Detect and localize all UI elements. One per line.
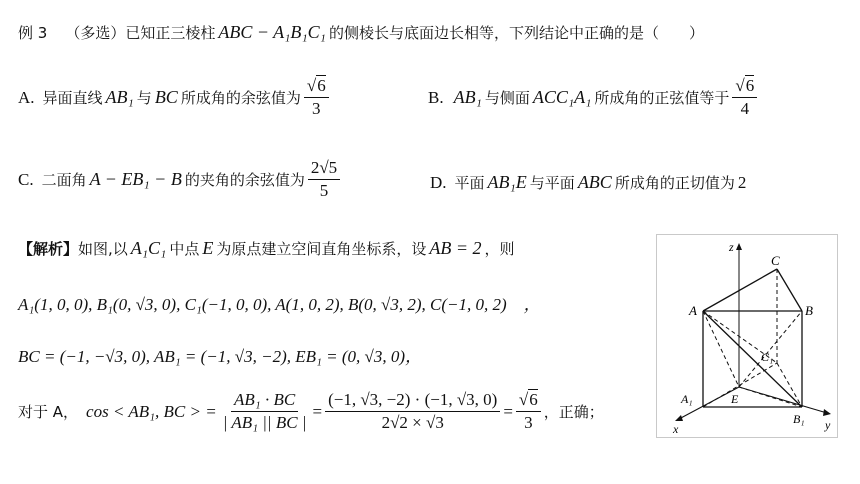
option-a [18,76,332,119]
option-c-angle: A − EB₁ − B [89,169,182,189]
conclusion-text: ，正确； [543,403,604,421]
value-fraction-den: 2√2 × √3 [381,413,444,432]
option-d-plane-1: AB₁E [487,172,527,192]
prism-figure [656,234,838,438]
y-axis [739,387,827,413]
option-a-text-3: 所成角的余弦值为 [180,89,301,107]
option-a-line-1: AB₁ [105,87,134,107]
solution-point-e: E [202,238,214,258]
option-c-fraction [308,158,340,201]
option-c-num: 2√5 [308,158,340,180]
stem-tail: 的侧棱长与底面边长相等，下列结论中正确的是（ ） [328,24,704,42]
option-a-fraction: $\frac{√6}{3}$ [304,76,329,119]
option-b [428,76,760,119]
solution-intro-3: 为原点建立空间直角坐标系，设 [216,240,427,258]
option-a-label: A. [18,87,35,107]
label-C: C [771,253,780,268]
solution-vectors [18,342,422,367]
cos-expression: cos < AB₁, BC > = [86,401,217,421]
option-d-text: 平面 [454,174,485,192]
edge-AC [703,269,777,311]
option-d-text-2: 与平面 [529,174,575,192]
option-d-label: D. [430,172,447,192]
for-a-text: 对于 A， [18,403,79,421]
option-c-text-2: 的夹角的余弦值为 [184,171,305,189]
option-d [430,172,746,193]
value-fraction [325,390,500,433]
option-a-text: 异面直线 [42,89,103,107]
label-C1: C₁ [761,350,774,364]
prism-name: ABC − A₁B₁C₁ [218,22,326,42]
equals-sign-2: = [503,401,513,421]
label-E: E [731,392,739,406]
option-d-plane-2: ABC [577,172,612,192]
coords-text: A₁(1, 0, 0), B₁(0, √3, 0), C₁(−1, 0, 0), A(1, 0, 2), B(0, √3, 2), C(−1, 0, 2) ， [18,295,541,314]
question-type-tag: （多选） [65,24,126,42]
result-num: 6 [529,390,538,409]
option-c [18,158,343,201]
line-AE [703,311,739,387]
solution-intro-1: 如图,以 [78,240,128,258]
solution-segment: A₁C₁ [130,238,167,258]
label-A: A [689,303,697,318]
option-b-text: 与侧面 [484,89,530,107]
label-A1: A₁ [681,392,693,406]
edge-CB [777,269,802,311]
option-d-value: 2 [737,172,747,192]
label-B1: B₁ [793,412,805,426]
option-b-den: 4 [740,99,750,118]
solution-intro-2: 中点 [169,240,200,258]
option-a-den: 3 [312,99,321,118]
result-fraction: $\frac{√6}{3}$ [516,390,541,433]
option-b-plane: ACC₁A₁ [532,87,592,107]
option-a-num: 6 [317,76,326,95]
option-d-text-3: 所成角的正切值为 [614,174,735,192]
result-den: 3 [524,413,533,432]
x-axis-arrow [675,415,683,421]
solution-ab-eq: AB = 2 [429,238,482,258]
line-AB1 [703,311,802,407]
option-c-den: 5 [319,181,329,200]
solution-intro [18,238,515,259]
prism-diagram [657,235,837,437]
z-axis-arrow [736,243,742,250]
cos-fraction-num: AB₁ · BC [231,390,298,412]
option-b-text-2: 所成角的正弦值等于 [594,89,730,107]
option-b-num: 6 [745,76,755,95]
cos-fraction-den: | AB₁ || BC | [222,413,307,432]
option-c-text: 二面角 [41,171,87,189]
option-a-line-2: BC [154,87,178,107]
value-fraction-num: (−1, √3, −2) · (−1, √3, 0) [325,390,500,412]
label-y: y [825,418,831,432]
option-b-line-1: AB₁ [453,87,482,107]
vectors-text: BC = (−1, −√3, 0), AB₁ = (−1, √3, −2), EB₁ = (0, √3, 0)， [18,347,423,366]
equals-sign-1: = [312,401,323,421]
option-b-fraction: $\frac{√6}{4}$ [732,76,757,119]
label-z: z [729,240,734,254]
solution-coords [18,290,541,315]
label-B: B [805,303,813,318]
y-axis-arrow [823,409,831,416]
option-b-label: B. [428,87,444,107]
option-c-label: C. [18,169,34,189]
label-x: x [673,422,679,436]
cos-fraction [220,390,310,433]
question-stem [18,22,704,43]
solution-intro-4: ，则 [484,240,515,258]
stem-text: 已知正三棱柱 [125,24,216,42]
example-label: 例 3 [18,24,48,42]
solution-option-a-check [18,390,604,433]
option-a-text-2: 与 [136,89,152,107]
solution-tag: 【解析】 [18,240,79,258]
